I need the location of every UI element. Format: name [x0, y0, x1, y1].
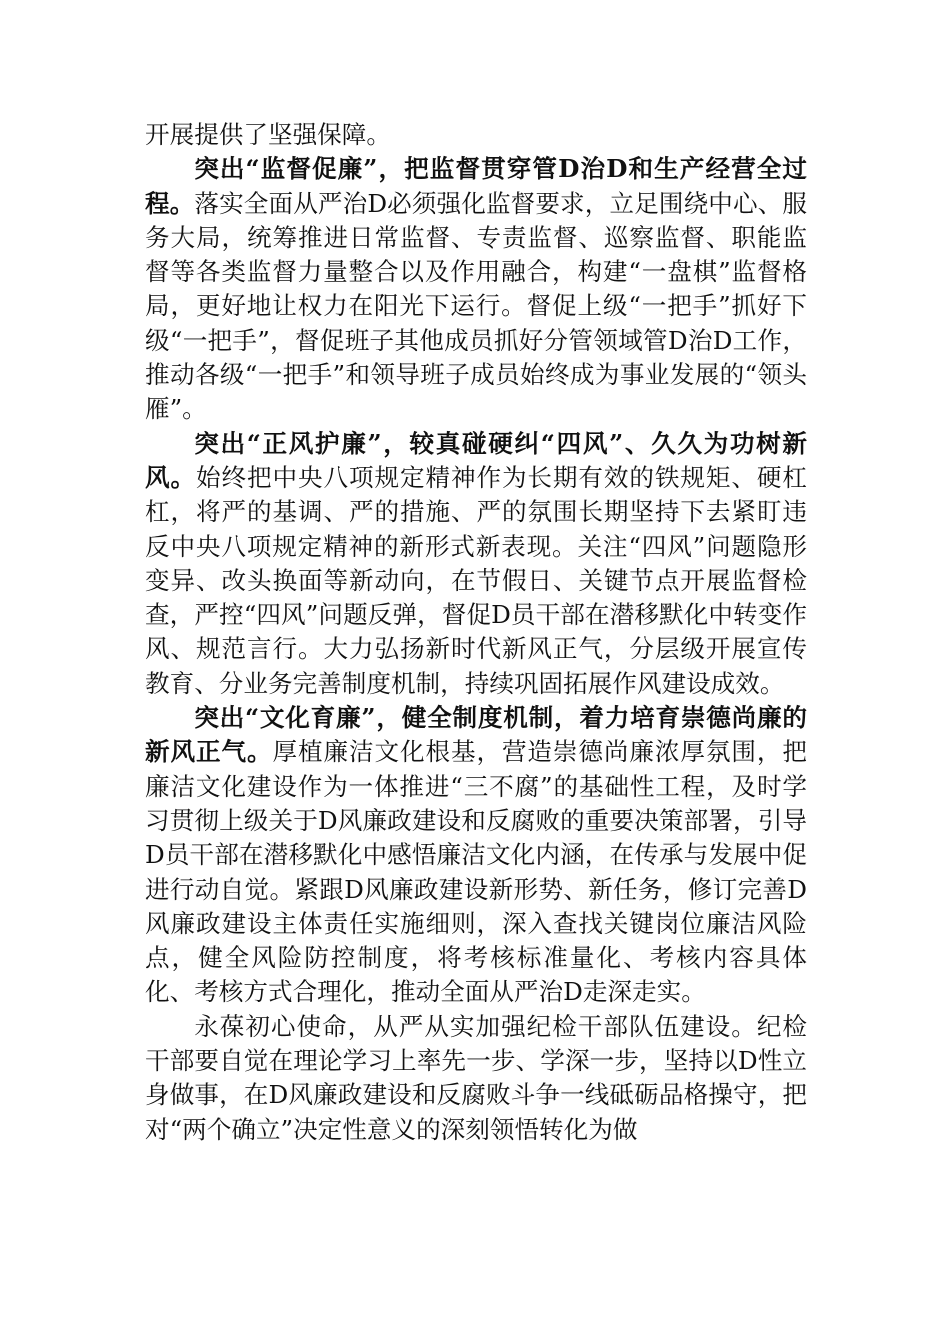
paragraph-body: 厚植廉洁文化根基，营造崇德尚廉浓厚氛围，把廉洁文化建设作为一体推进“三不腐”的基础性工程，及时学习贯彻上级关于D风廉政建设和反腐败的重要决策部署，引导D员干部在潜移默化中感悟廉洁文化内涵，在传承与发展中促进行动自觉。紧跟D风廉政建设新形势、新任务，修订完善D风廉政建设主体责任实施细则，深入查找关键岗位廉洁风险点，健全风险防控制度，将考核标准量化、考核内容具体化、考核方式合理化，推动全面从严治D走深走实。 — [145, 737, 807, 1007]
document-page — [145, 118, 807, 1147]
paragraph-team-building — [145, 1010, 807, 1147]
paragraph-text: 永葆初心使命，从严从实加强纪检干部队伍建设。纪检干部要自觉在理论学习上率先一步、学深一步，坚持以D性立身做事，在D风廉政建设和反腐败斗争一线砥砺品格操守，把对“两个确立”决定性意义的深刻领悟转化为做 — [145, 1011, 807, 1144]
paragraph-continuation — [145, 118, 807, 152]
paragraph-supervision — [145, 152, 807, 426]
paragraph-body: 落实全面从严治D必须强化监督要求，立足围绕中心、服务大局，统筹推进日常监督、专责监督、巡察监督、职能监督等各类监督力量整合以及作用融合，构建“一盘棋”监督格局，更好地让权力在阳光下运行。督促上级“一把手”抓好下级“一把手”，督促班子其他成员抓好分管领域管D治D工作，推动各级“一把手”和领导班子成员始终成为事业发展的“领头雁”。 — [145, 188, 807, 424]
paragraph-heading: 突出“监督促廉”，把监督贯穿管D治D和生产经营全过程。 — [145, 154, 807, 218]
paragraph-culture — [145, 701, 807, 1010]
paragraph-style — [145, 427, 807, 701]
paragraph-heading: 突出“文化育廉”，健全制度机制，着力培育崇德尚廉的新风正气。 — [145, 703, 807, 767]
paragraph-body: 始终把中央八项规定精神作为长期有效的铁规矩、硬杠杠，将严的基调、严的措施、严的氛围长期坚持下去紧盯违反中央八项规定精神的新形式新表现。关注“四风”问题隐形变异、改头换面等新动向，在节假日、关键节点开展监督检查，严控“四风”问题反弹，督促D员干部在潜移默化中转变作风、规范言行。大力弘扬新时代新风正气，分层级开展宣传教育、分业务完善制度机制，持续巩固拓展作风建设成效。 — [145, 462, 807, 698]
paragraph-heading: 突出“正风护廉”，较真碰硬纠“四风”、久久为功树新风。 — [145, 428, 807, 492]
paragraph-text: 开展提供了坚强保障。 — [145, 120, 391, 149]
